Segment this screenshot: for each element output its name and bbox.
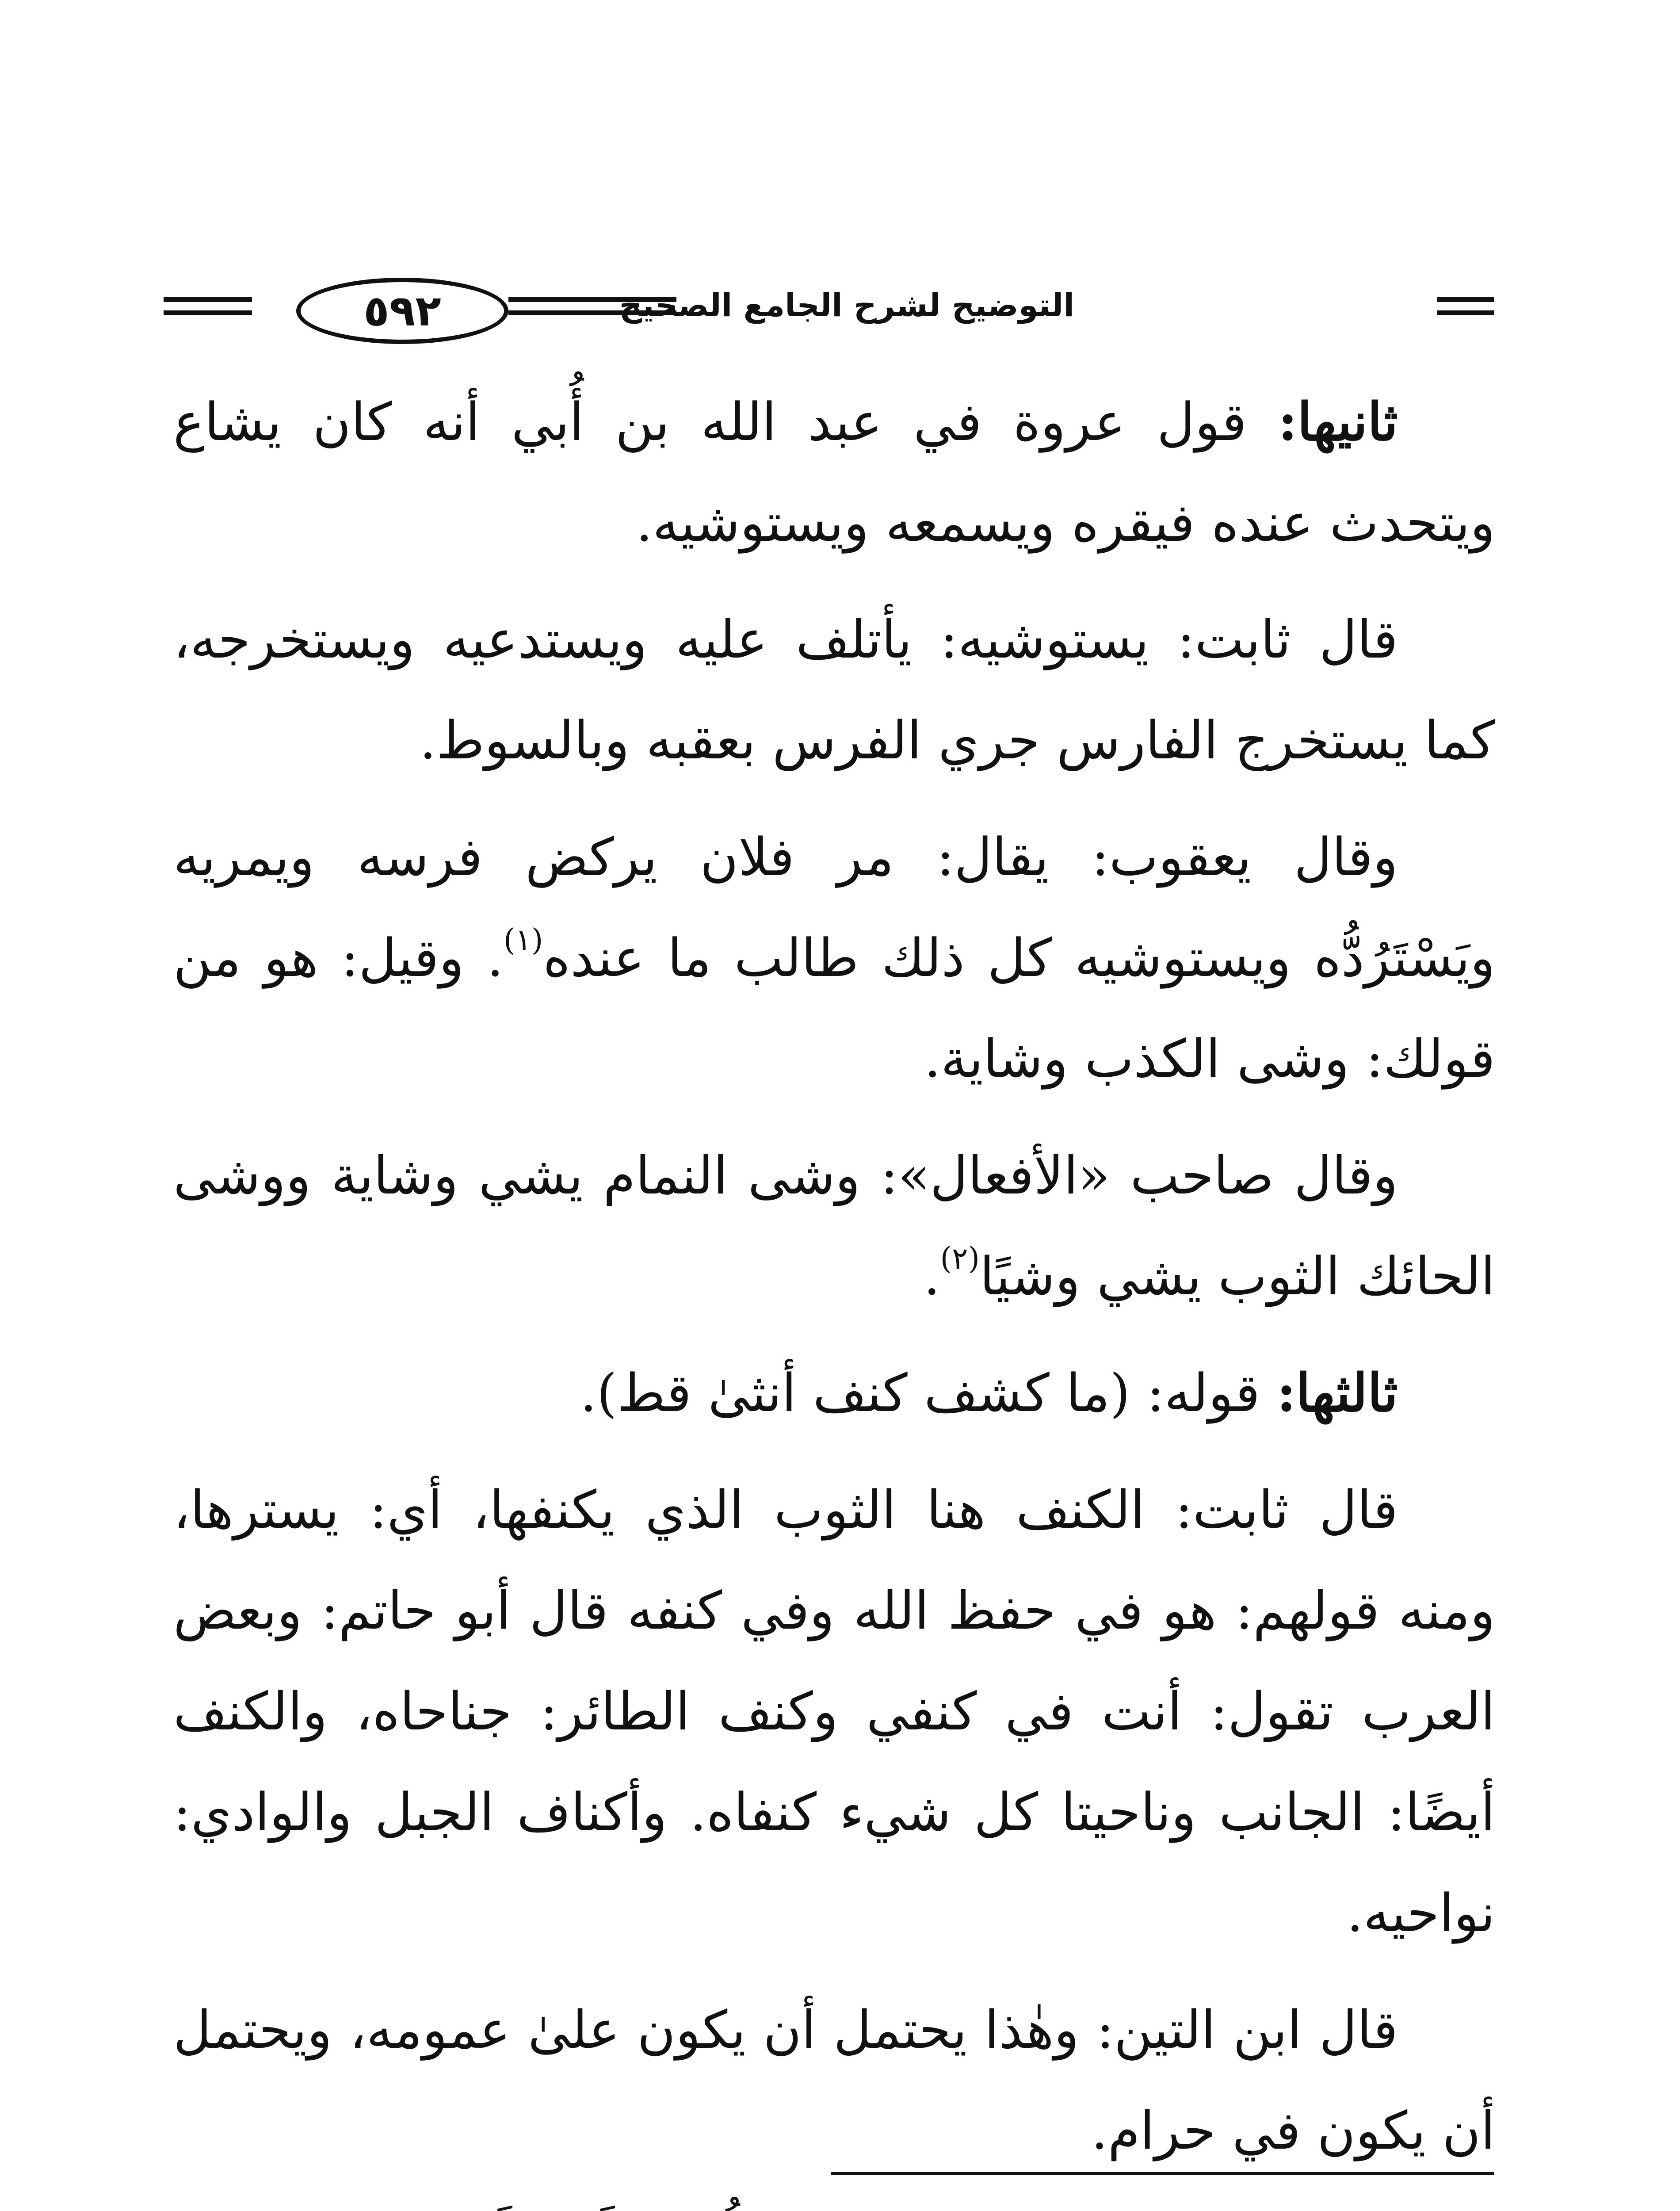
footnotes <box>173 2202 1495 2211</box>
main-text <box>173 371 1495 2211</box>
footnote-number <box>1416 2202 1495 2211</box>
section-label: ثانيها: <box>1278 391 1398 452</box>
paragraph <box>173 1343 1495 1443</box>
paragraph-text: قال ثابت: الكنف هنا الثوب الذي يكنفها، أي: يسترها، ومنه قولهم: هو في حفظ الله وفي كنفه قال أبو حاتم: وبعض العرب تقول: أنت في كنفي وكنف الطائر: جناحاه، والكنف أيضًا: الجانب وناحيتا كل شيء كنفاه. وأكناف الجبل والوادي: نواحيه. <box>173 1479 1495 1943</box>
header-rule-left <box>164 310 252 315</box>
paragraph-text: وقال صاحب «الأفعال»: وشى النمام يشي وشاية ووشى الحائك الثوب يشي وشيًا <box>173 1145 1495 1307</box>
paragraph-text: . <box>923 1246 940 1307</box>
footnote-ref[interactable]: (١) <box>503 923 543 958</box>
paragraph-text: قال ثابت: يستوشيه: يأتلف عليه ويستدعيه ويستخرجه، كما يستخرج الفارس جري الفرس بعقبه وبالسوط. <box>173 609 1495 771</box>
section-label: ثالثها: <box>1276 1362 1398 1423</box>
footnote-separator <box>831 2172 1494 2175</box>
paragraph-text: وقال يعقوب: يقال: مر فلان يركض فرسه ويمريه ويَسْتَرُدُّه ويستوشيه كل ذلك طالب ما عنده <box>173 826 1496 988</box>
paragraph <box>173 1979 1495 2181</box>
running-title: التوضيح لشرح الجامع الصحيح <box>619 287 1074 324</box>
paragraph-text: قول عروة في عبد الله بن أُبي أنه كان يشاع ويتحدث عنده فيقره ويسمعه ويستوشيه. <box>173 391 1495 553</box>
paragraph <box>173 1125 1495 1327</box>
paragraph <box>173 589 1495 791</box>
page-number: ٥٩٢ <box>363 286 441 336</box>
header-rule-right <box>1437 297 1494 302</box>
paragraph-text: قال ابن التين: وهٰذا يحتمل أن يكون علىٰ عمومه، ويحتمل أن يكون في حرام. <box>173 1999 1495 2161</box>
footnote-ref[interactable]: (٢) <box>940 1241 980 1277</box>
paragraph <box>173 371 1495 573</box>
footnote <box>173 2202 1495 2211</box>
paragraph-text: قوله: (ما كشف كنف أنثىٰ قط). <box>580 1362 1277 1423</box>
page-number-ornament <box>261 274 508 349</box>
page-header <box>164 261 1494 358</box>
header-rule-left <box>164 297 252 302</box>
paragraph <box>173 1459 1495 1963</box>
header-rule-right <box>1437 310 1494 315</box>
paragraph-text: . وقيل: هو من قولك: وشى الكذب وشاية. <box>173 927 1495 1089</box>
paragraph <box>173 807 1495 1109</box>
